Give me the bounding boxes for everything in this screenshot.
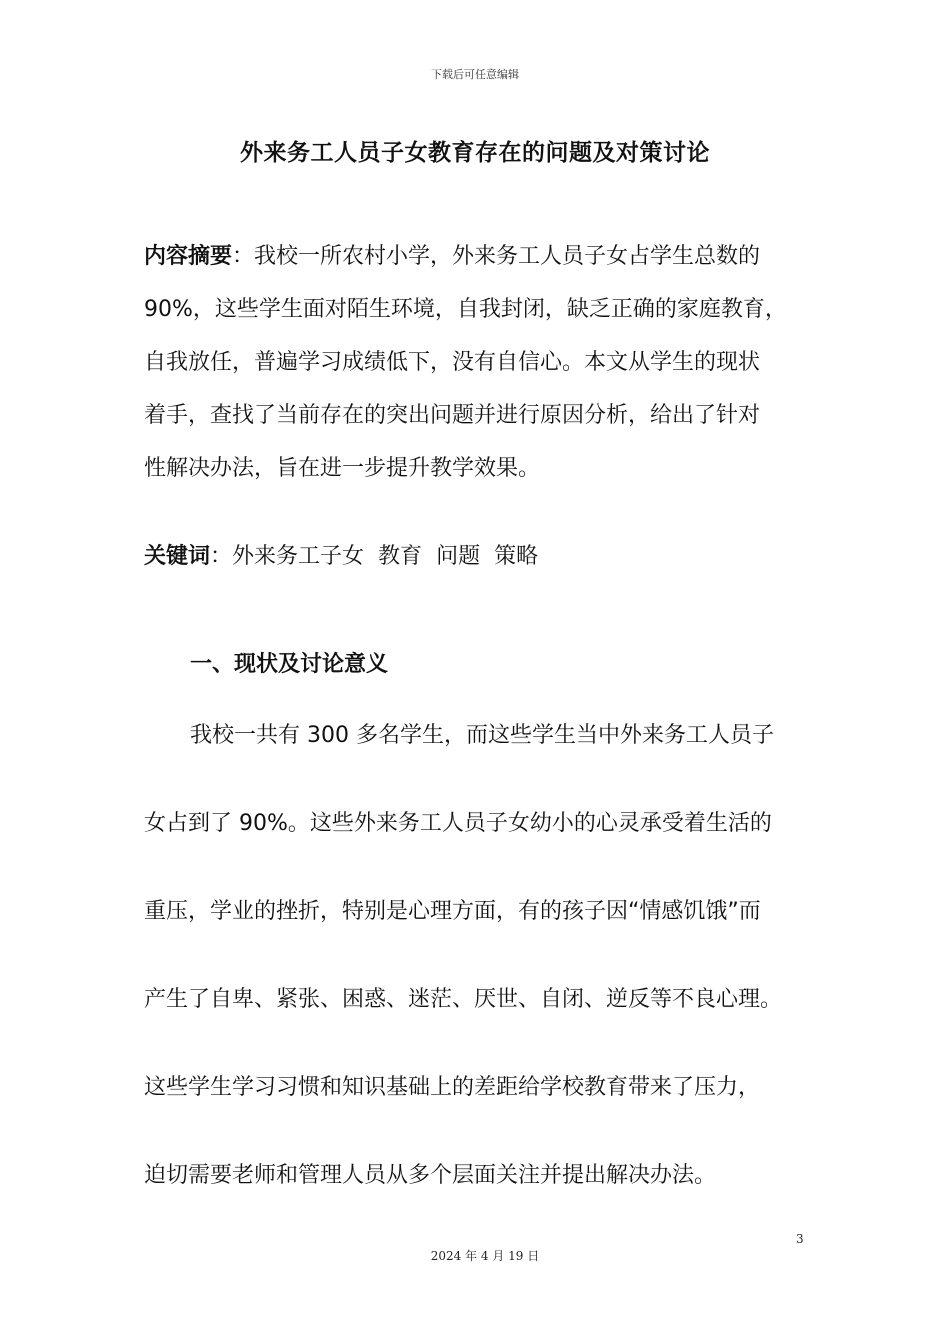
- body-line: 重压，学业的挫折，特别是心理方面，有的孩子因“情感饥饿”而: [144, 899, 761, 924]
- abstract: [144, 230, 834, 495]
- abstract-label: 内容摘要: [144, 244, 233, 269]
- abstract-line: 性解决办法，旨在进一步提升教学效果。: [144, 456, 541, 481]
- abstract-line: 着手，查找了当前存在的突出问题并进行原因分析，给出了针对: [144, 403, 761, 428]
- abstract-line: [144, 230, 834, 283]
- keywords-label: 关键词: [144, 544, 211, 569]
- body-line: 女占到了 90%。这些外来务工人员子女幼小的心灵承受着生活的: [144, 811, 772, 836]
- keyword: 外来务工子女: [232, 544, 365, 569]
- section-heading: 一、现状及讨论意义: [190, 652, 389, 677]
- abstract-line: 90%，这些学生面对陌生环境，自我封闭，缺乏正确的家庭教育，: [144, 297, 787, 322]
- body-line: 这些学生学习习惯和知识基础上的差距给学校教育带来了压力，: [144, 1075, 761, 1100]
- page-number: 3: [796, 1232, 804, 1246]
- body-line: 迫切需要老师和管理人员从多个层面关注并提出解决办法。: [144, 1163, 717, 1188]
- keywords-separator: ：: [210, 544, 233, 569]
- body-line: 我校一共有 300 多名学生，而这些学生当中外来务工人员子: [190, 723, 774, 748]
- keywords: [144, 537, 834, 577]
- footer-date: 2024 年 4 月 19 日: [430, 1249, 540, 1263]
- keyword: 策略: [494, 544, 539, 569]
- body-paragraph: [144, 712, 844, 1240]
- header-note: 下载后可任意编辑: [431, 68, 519, 81]
- keyword: 教育: [378, 544, 423, 569]
- keyword: 问题: [436, 544, 481, 569]
- abstract-line: 自我放任，普遍学习成绩低下，没有自信心。本文从学生的现状: [144, 350, 761, 375]
- body-line: 产生了自卑、紧张、困惑、迷茫、厌世、自闭、逆反等不良心理。: [144, 987, 783, 1012]
- document-title: 外来务工人员子女教育存在的问题及对策讨论: [240, 140, 710, 166]
- abstract-text: ：我校一所农村小学，外来务工人员子女占学生总数的: [232, 244, 761, 269]
